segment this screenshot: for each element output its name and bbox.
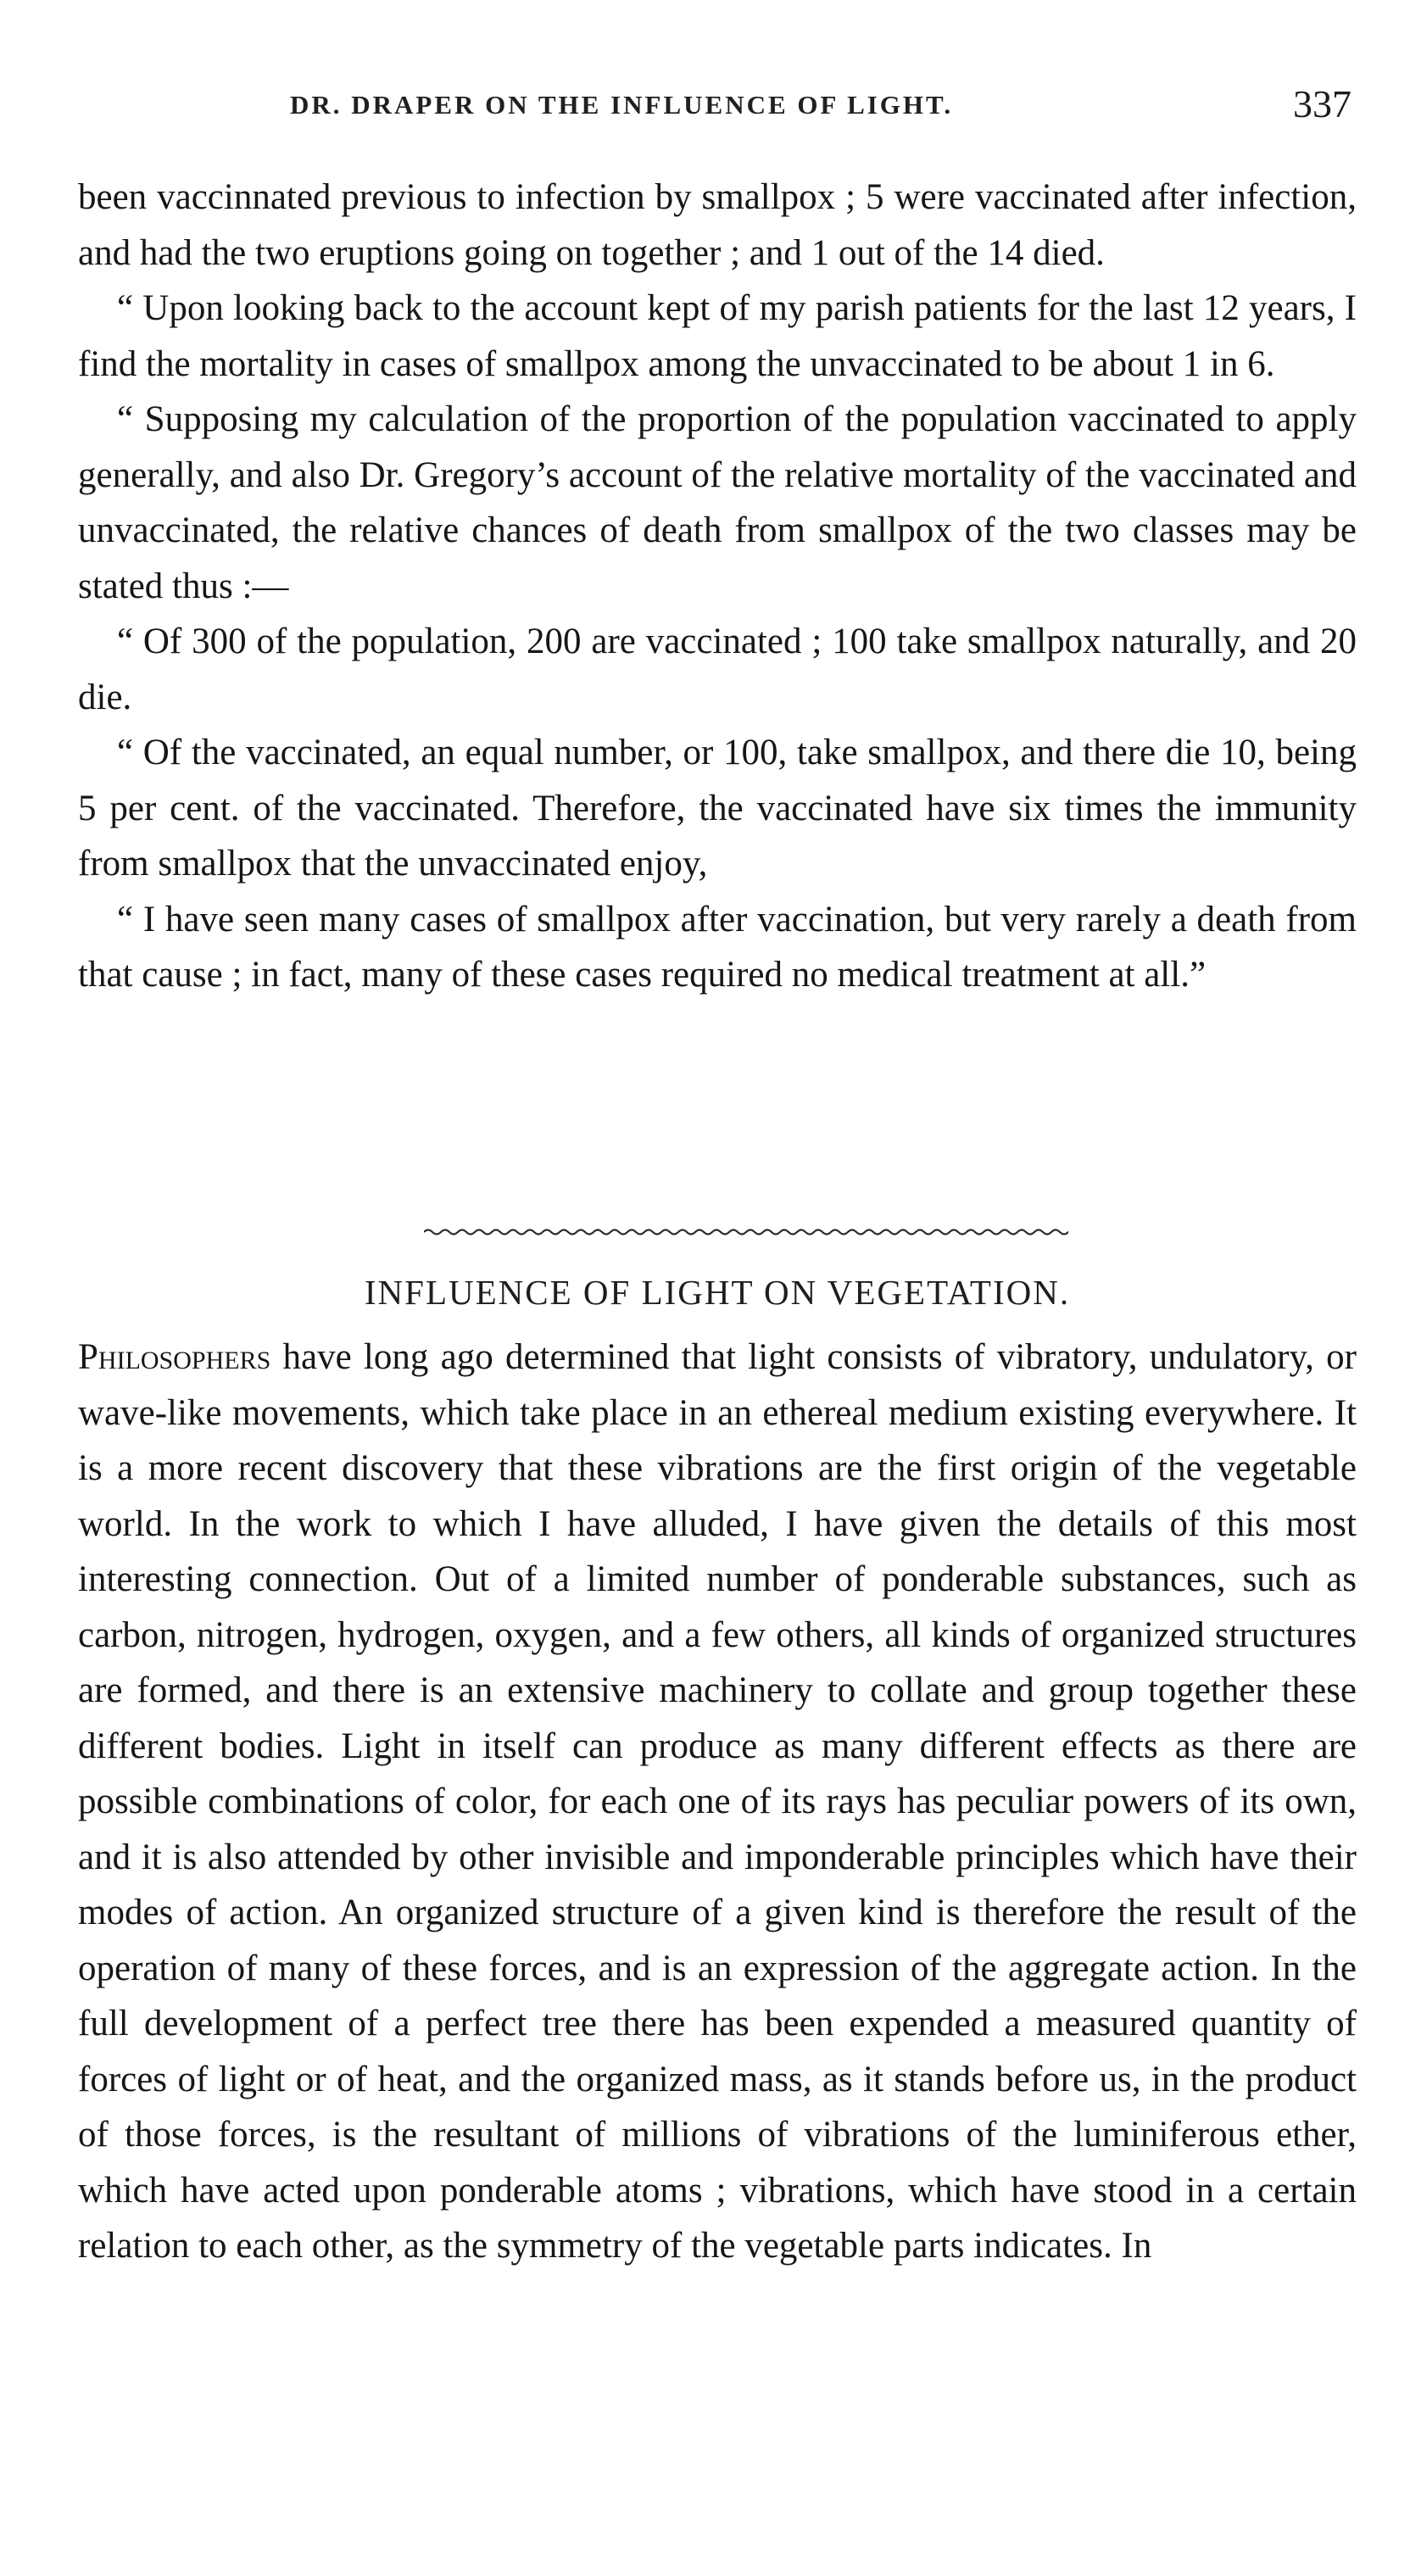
section-heading: INFLUENCE OF LIGHT ON VEGETATION. bbox=[364, 1273, 1071, 1312]
section-body bbox=[78, 1330, 1357, 2274]
paragraph-population: “ Of 300 of the population, 200 are vaccinated ; 100 take smallpox naturally, and 20 die. bbox=[78, 622, 1357, 717]
paragraph-cases-seen: “ I have seen many cases of smallpox after vaccination, but very rarely a death from that cause ; in fact, many of these cases required no medical treatment at all.” bbox=[78, 899, 1357, 995]
running-title: DR. DRAPER ON THE INFLUENCE OF LIGHT. bbox=[290, 90, 954, 120]
paragraph-text: have long ago determined that light consists of vibratory, undulatory, or wave-like movements, which take place in an ethereal medium existing everywhere. It is a more recent discovery that these vibrations are the first origin of the vegetable world. In the work to which I have alluded, I have given the details of this most interesting connection. Out of a limited number of ponderable substances, such as carbon, nitrogen, hydrogen, oxygen, and a few others, all kinds of organized structures are formed, and there is an extensive machinery to collate and group together these different bodies. Light in itself can produce as many different effects as there are possible combinations of color, for each one of its rays has peculiar powers of its own, and it is also attended by other invisible and imponderable principles which have their modes of action. An organized structure of a given kind is therefore the result of the operation of many of these forces, and is an expression of the aggregate action. In the full development of a perfect tree there has been expended a measured quantity of forces of light or of heat, and the organized mass, as it stands before us, in the product of those forces, is the resultant of millions of vibrations of the luminiferous ether, which have acted upon ponderable atoms ; vibrations, which have stood in a certain relation to each other, as the symmetry of the vegetable parts indicates. In bbox=[78, 1337, 1357, 2266]
paragraph-influence-of-light bbox=[78, 1330, 1357, 2274]
paragraph-continuation: been vaccinnated previous to infection by smallpox ; 5 were vaccinated after infection, and had the two eruptions going on together ; and 1 out of the 14 died. bbox=[78, 177, 1357, 273]
paragraph-parish-account: “ Upon looking back to the account kept of my parish patients for the last 12 years, I find the mortality in cases of smallpox among the unvaccinated to be about 1 in 6. bbox=[78, 288, 1357, 384]
paragraph-vaccinated: “ Of the vaccinated, an equal number, or 100, take smallpox, and there die 10, being 5 per cent. of the vaccinated. Therefore, the vaccinated have six times the immunity from smallpox that the unvaccinated enjoy, bbox=[78, 733, 1357, 884]
lead-word: Philosophers bbox=[78, 1337, 271, 1377]
running-head bbox=[78, 81, 1357, 132]
page-number: 337 bbox=[1293, 82, 1351, 125]
section-divider-ornament bbox=[424, 1226, 1068, 1238]
quoted-passage bbox=[78, 170, 1357, 1003]
paragraph-calculation: “ Supposing my calculation of the proportion of the population vaccinated to apply generally, and also Dr. Gregory’s account of the relative mortality of the vaccinated and unvaccinated, the relative chances of death from smallpox of the two classes may be stated thus :— bbox=[78, 399, 1357, 606]
